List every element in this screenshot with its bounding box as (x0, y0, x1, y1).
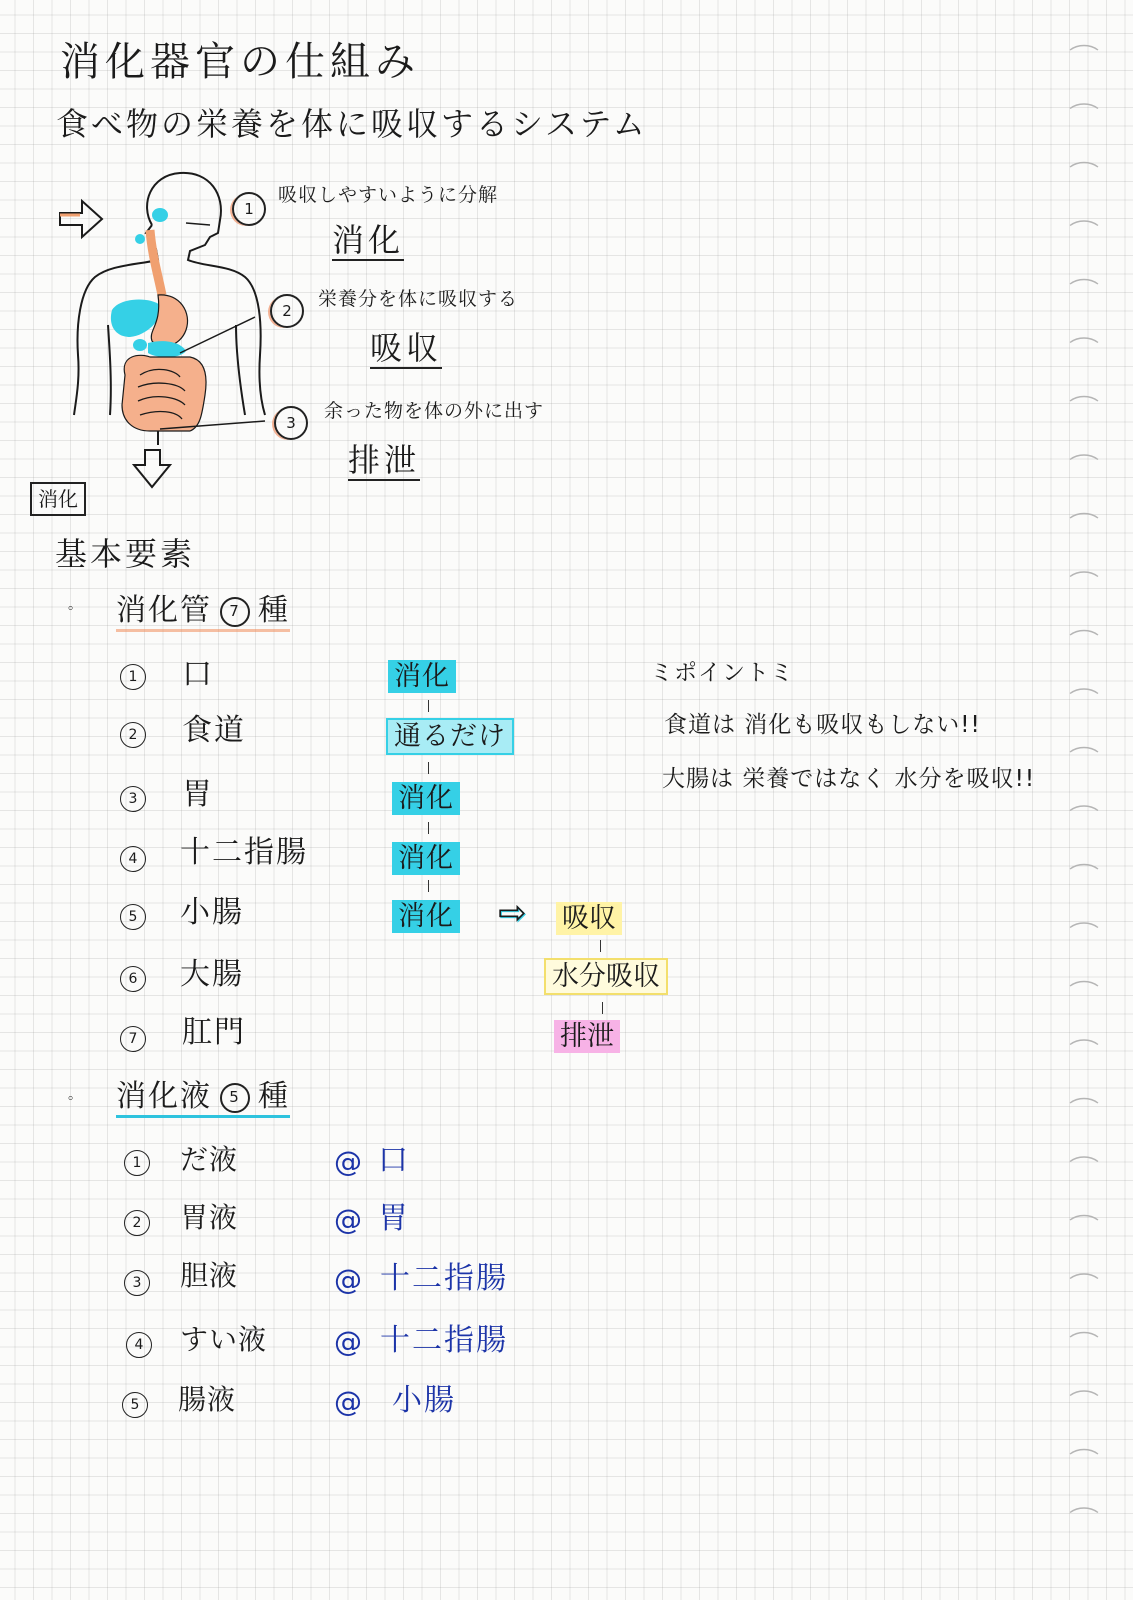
binder-hole (1070, 46, 1098, 51)
juice-4-at: @ (334, 1325, 362, 1358)
binder-hole (1070, 514, 1098, 519)
flow-step-2: 水分吸収 (546, 960, 666, 993)
step-3-number: 3 (274, 406, 308, 440)
tract-item-4-organ: 十二指腸 (180, 835, 308, 870)
juice-2-at: @ (334, 1203, 362, 1236)
binder-hole (1070, 865, 1098, 870)
juice-3-name: 胆液 (180, 1259, 239, 1292)
input-arrow-icon (60, 201, 102, 237)
tract-item-6-organ: 大腸 (180, 957, 244, 992)
point-label: ミポイントミ (650, 660, 794, 686)
tract-bullet: 。 (68, 597, 82, 613)
juice-1-number: 1 (124, 1150, 150, 1176)
juice-5-number: 5 (122, 1392, 148, 1418)
binder-hole (1070, 689, 1098, 694)
tract-item-2-role: 通るだけ (388, 720, 512, 753)
juice-3-location: 十二指腸 (380, 1261, 508, 1296)
binder-hole (1070, 1508, 1098, 1513)
binder-hole (1070, 1333, 1098, 1338)
tract-item-7-number: 7 (120, 1026, 146, 1052)
basic-elements-heading: 基本要素 (55, 535, 196, 573)
juice-1-at: @ (334, 1145, 362, 1178)
juice-3-at: @ (334, 1263, 362, 1296)
tract-item-7-organ: 肛門 (182, 1015, 246, 1050)
role-connector (428, 700, 429, 712)
binder-hole (1070, 1157, 1098, 1162)
juices-count: 5 (220, 1083, 250, 1113)
binder-hole (1070, 338, 1098, 343)
juice-3-number: 3 (124, 1270, 150, 1296)
binder-hole (1070, 1040, 1098, 1045)
flow-step-3: 排泄 (554, 1020, 620, 1053)
step-3-term: 排泄 (348, 441, 421, 479)
juice-2-number: 2 (124, 1210, 150, 1236)
output-arrow-icon (134, 450, 170, 487)
tract-item-1-role: 消化 (388, 660, 456, 693)
step-1-description: 吸収しやすいように分解 (278, 184, 499, 206)
binder-hole (1070, 806, 1098, 811)
juice-1-location: 口 (378, 1143, 410, 1178)
tract-item-1-organ: 口 (182, 657, 214, 692)
binder-hole (1070, 163, 1098, 168)
binder-hole (1070, 1274, 1098, 1279)
juice-5-name: 腸液 (178, 1383, 237, 1416)
juice-2-name: 胃液 (180, 1201, 239, 1234)
page-title: 消化器官の仕組み (60, 39, 420, 85)
binder-hole (1070, 221, 1098, 226)
juice-4-location: 十二指腸 (380, 1323, 508, 1358)
juice-5-location: 小腸 (392, 1383, 456, 1418)
tract-item-4-role: 消化 (392, 842, 460, 875)
juice-2-location: 胃 (378, 1201, 410, 1236)
binder-hole (1070, 1099, 1098, 1104)
point-line-2: 大腸は 栄養ではなく 水分を吸収!! (662, 766, 1036, 792)
step-2-term: 吸収 (370, 329, 443, 367)
juices-title (116, 1079, 290, 1118)
juice-5-at: @ (334, 1385, 362, 1418)
tract-item-1-number: 1 (120, 664, 146, 690)
binder-hole (1070, 1216, 1098, 1221)
tract-item-2-organ: 食道 (182, 713, 246, 748)
step-3-description: 余った物を体の外に出す (324, 400, 545, 422)
tract-item-2-number: 2 (120, 722, 146, 748)
binder-hole (1070, 280, 1098, 285)
juices-bullet: 。 (68, 1087, 82, 1103)
tract-item-5-organ: 小腸 (180, 895, 244, 930)
binder-holes (1064, 30, 1104, 1570)
tract-item-3-organ: 胃 (182, 777, 214, 812)
step-2-description: 栄養分を体に吸収する (318, 288, 519, 310)
tract-title-text: 消化管 (116, 593, 212, 628)
juices-suffix: 種 (258, 1079, 290, 1114)
flow-arrow-icon: ⇨ (498, 893, 527, 933)
binder-hole (1070, 397, 1098, 402)
flow-connector (600, 940, 601, 952)
tract-item-3-role: 消化 (392, 782, 460, 815)
tract-count: 7 (220, 597, 250, 627)
flow-connector (602, 1002, 603, 1014)
role-connector (428, 880, 429, 892)
role-connector (428, 762, 429, 774)
tract-item-5-number: 5 (120, 904, 146, 930)
tract-item-6-number: 6 (120, 966, 146, 992)
juice-1-name: だ液 (180, 1143, 239, 1176)
tract-item-5-role: 消化 (392, 900, 460, 933)
binder-hole (1070, 631, 1098, 636)
binder-hole (1070, 982, 1098, 987)
binder-hole (1070, 748, 1098, 753)
section-label: 消化 (30, 482, 86, 516)
juice-4-name: すい液 (180, 1323, 268, 1356)
binder-hole (1070, 104, 1098, 109)
page-subtitle: 食べ物の栄養を体に吸収するシステム (56, 105, 648, 143)
binder-hole (1070, 455, 1098, 460)
tract-item-4-number: 4 (120, 846, 146, 872)
role-connector (428, 822, 429, 834)
flow-step-1: 吸収 (556, 902, 622, 935)
digestive-system-illustration (40, 165, 340, 500)
binder-hole (1070, 1391, 1098, 1396)
point-line-1: 食道は 消化も吸収もしない!! (664, 712, 981, 738)
binder-hole (1070, 923, 1098, 928)
step-1-number: 1 (232, 192, 266, 226)
tract-title (116, 593, 290, 632)
step-2-number: 2 (270, 294, 304, 328)
step-1-term: 消化 (332, 221, 405, 259)
tract-item-3-number: 3 (120, 786, 146, 812)
juices-title-text: 消化液 (116, 1079, 212, 1114)
juice-4-number: 4 (126, 1332, 152, 1358)
binder-hole (1070, 572, 1098, 577)
tract-suffix: 種 (258, 593, 290, 628)
binder-hole (1070, 1450, 1098, 1455)
